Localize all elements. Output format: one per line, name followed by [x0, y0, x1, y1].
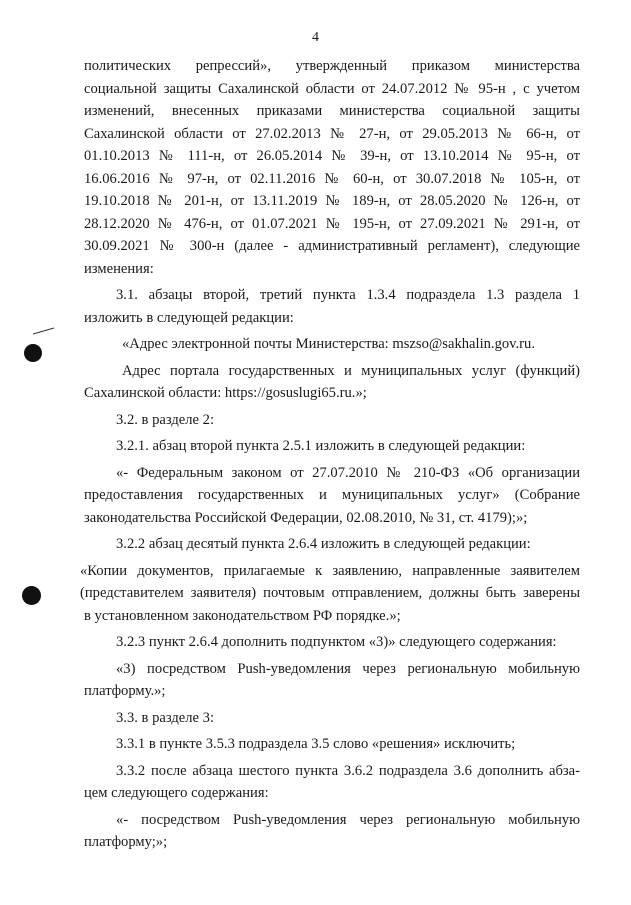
text-line: Адрес портала государственных и муниципальных услуг (функций) [122, 362, 580, 379]
text-line: 01.10.2013 № 111-н, от 26.05.2014 № 39-н, от 13.10.2014 № 95-н, от [84, 148, 580, 164]
binder-hole [22, 586, 41, 605]
text-line: 19.10.2018 № 201-н, от 13.11.2019 № 189-н, от 28.05.2020 № 126-н, от [84, 193, 580, 209]
pen-mark [32, 325, 56, 335]
text-line: в установленном законодательством РФ порядке.»; [84, 607, 401, 624]
text-line: 3.1. абзацы второй, третий пункта 1.3.4 подраздела 1.3 раздела 1 [116, 287, 580, 303]
text-line: 28.12.2020 № 476-н, от 01.07.2021 № 195-н, от 27.09.2021 № 291-н, от [84, 215, 580, 232]
text-line: «3) посредством Push-уведомления через региональную мобильную [116, 660, 580, 677]
text-line: социальной защиты Сахалинской области от 24.07.2012 № 95-н , с учетом [84, 80, 580, 97]
text-line: (представителем заявителя) почтовым отправлением, должны быть заверены [80, 585, 580, 601]
text-line: 3.2. в разделе 2: [116, 411, 215, 428]
text-line: 3.2.3 пункт 2.6.4 дополнить подпунктом «3)» следующего содержания: [116, 634, 557, 650]
document-body [80, 55, 580, 854]
text-line: платформу.»; [84, 683, 166, 699]
text-line: «- Федеральным законом от 27.07.2010 № 210-ФЗ «Об организации [116, 464, 580, 481]
text-line: 3.3.2 после абзаца шестого пункта 3.6.2 подраздела 3.6 дополнить абза- [116, 762, 580, 779]
text-line: цем следующего содержания: [84, 785, 269, 801]
binder-hole [24, 344, 42, 362]
text-line: «Адрес электронной почты Министерства: mszso@sakhalin.gov.ru. [122, 336, 535, 352]
text-line: 3.2.1. абзац второй пункта 2.5.1 изложить в следующей редакции: [116, 438, 526, 454]
text-line: платформу;»; [84, 834, 168, 850]
text-line: предоставления государственных и муниципальных услуг» (Собрание [84, 487, 580, 503]
text-line: Сахалинской области: https://gosuslugi65.ru.»; [84, 385, 367, 401]
text-line: изменений, внесенных приказами министерства социальной защиты [84, 103, 580, 119]
text-line: 3.3. в разделе 3: [116, 709, 215, 726]
text-line: законодательства Российской Федерации, 02.08.2010, № 31, ст. 4179);»; [84, 509, 528, 526]
text-line: 30.09.2021 № 300-н (далее - административный регламент), следующие [84, 238, 580, 254]
text-line: 16.06.2016 № 97-н, от 02.11.2016 № 60-н, от 30.07.2018 № 105-н, от [84, 170, 580, 187]
text-line: политических репрессий», утвержденный приказом министерства [84, 58, 580, 74]
text-line: 3.3.1 в пункте 3.5.3 подраздела 3.5 слово «решения» исключить; [116, 736, 516, 752]
text-line: 3.2.2 абзац десятый пункта 2.6.4 изложить в следующей редакции: [116, 536, 531, 552]
text-line: изменения: [84, 260, 154, 277]
text-line: изложить в следующей редакции: [84, 309, 294, 326]
text-line: «Копии документов, прилагаемые к заявлению, направленные заявителем [80, 562, 580, 579]
text-line: Сахалинской области от 27.02.2013 № 27-н, от 29.05.2013 № 66-н, от [84, 125, 580, 142]
page-number: 4 [312, 30, 319, 45]
text-line: «- посредством Push-уведомления через региональную мобильную [116, 811, 580, 828]
